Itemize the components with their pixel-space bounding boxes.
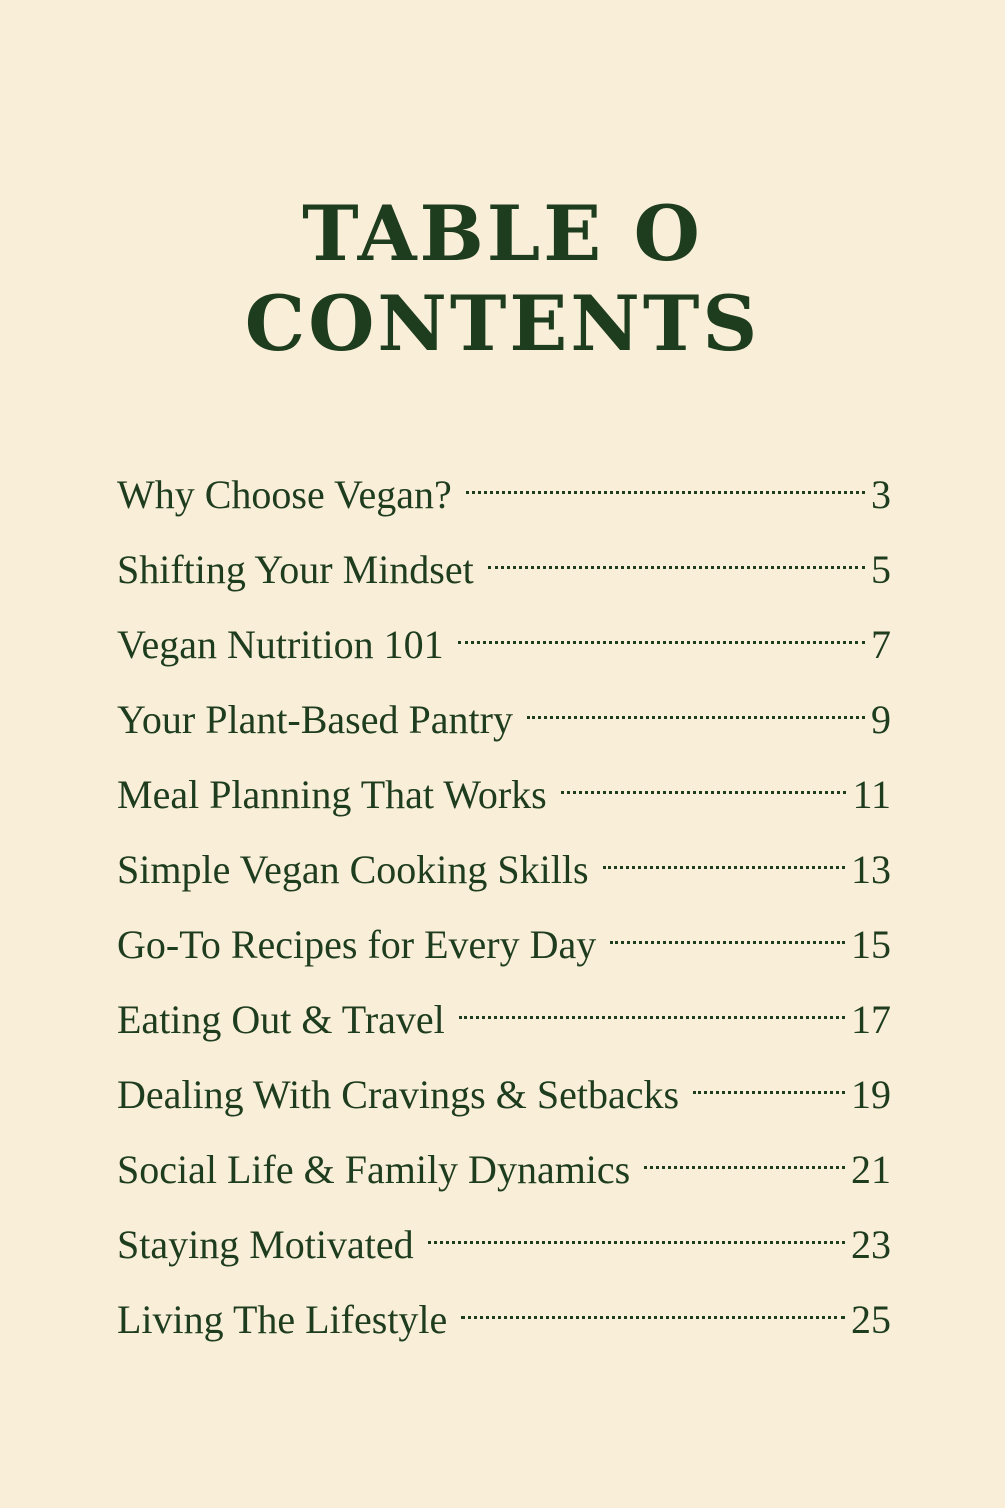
toc-entry-page-number: 23 — [851, 1222, 891, 1267]
toc-entry[interactable] — [117, 748, 891, 823]
toc-entry-page-number: 7 — [871, 622, 891, 667]
dot-leader — [459, 973, 845, 1033]
toc-entry-page-number: 5 — [871, 547, 891, 592]
dot-leader — [610, 898, 845, 958]
dot-leader — [466, 448, 865, 508]
dot-leader — [644, 1123, 845, 1183]
toc-entry[interactable] — [117, 1048, 891, 1123]
toc-entry[interactable] — [117, 673, 891, 748]
toc-entry[interactable] — [117, 973, 891, 1048]
toc-entry-title: Staying Motivated — [117, 1222, 414, 1267]
toc-entry-title: Living The Lifestyle — [117, 1297, 448, 1342]
dot-leader — [458, 598, 865, 658]
toc-entry-title: Go-To Recipes for Every Day — [117, 922, 597, 967]
toc-entry-title: Eating Out & Travel — [117, 997, 445, 1042]
dot-leader — [428, 1198, 845, 1258]
toc-entry-title: Your Plant-Based Pantry — [117, 697, 513, 742]
dot-leader — [693, 1048, 845, 1108]
toc-entry-page-number: 15 — [851, 922, 891, 967]
table-of-contents-list — [117, 448, 891, 1348]
toc-entry-page-number: 13 — [851, 847, 891, 892]
toc-entry-title: Social Life & Family Dynamics — [117, 1147, 631, 1192]
toc-entry-page-number: 3 — [871, 472, 891, 517]
toc-entry[interactable] — [117, 1273, 891, 1348]
toc-entry-page-number: 9 — [871, 697, 891, 742]
toc-entry-page-number: 17 — [851, 997, 891, 1042]
dot-leader — [527, 673, 865, 733]
dot-leader — [488, 523, 865, 583]
toc-entry-title: Why Choose Vegan? — [117, 472, 452, 517]
dot-leader — [561, 748, 847, 808]
toc-entry-page-number: 19 — [851, 1072, 891, 1117]
toc-entry-title: Shifting Your Mindset — [117, 547, 474, 592]
toc-entry-page-number: 21 — [851, 1147, 891, 1192]
toc-entry[interactable] — [117, 823, 891, 898]
toc-entry[interactable] — [117, 898, 891, 973]
toc-entry[interactable] — [117, 1198, 891, 1273]
toc-entry[interactable] — [117, 523, 891, 598]
dot-leader — [603, 823, 845, 883]
toc-entry-title: Simple Vegan Cooking Skills — [117, 847, 589, 892]
toc-entry-title: Meal Planning That Works — [117, 772, 547, 817]
toc-entry-title: Vegan Nutrition 101 — [117, 622, 444, 667]
toc-entry-page-number: 11 — [852, 772, 891, 817]
toc-entry[interactable] — [117, 448, 891, 523]
page-title-line-1: TABLE O — [302, 189, 703, 278]
toc-entry[interactable] — [117, 598, 891, 673]
toc-entry-title: Dealing With Cravings & Setbacks — [117, 1072, 680, 1117]
page-title-line-2: CONTENTS — [244, 279, 761, 368]
dot-leader — [461, 1273, 845, 1333]
toc-entry[interactable] — [117, 1123, 891, 1198]
toc-entry-page-number: 25 — [851, 1297, 891, 1342]
